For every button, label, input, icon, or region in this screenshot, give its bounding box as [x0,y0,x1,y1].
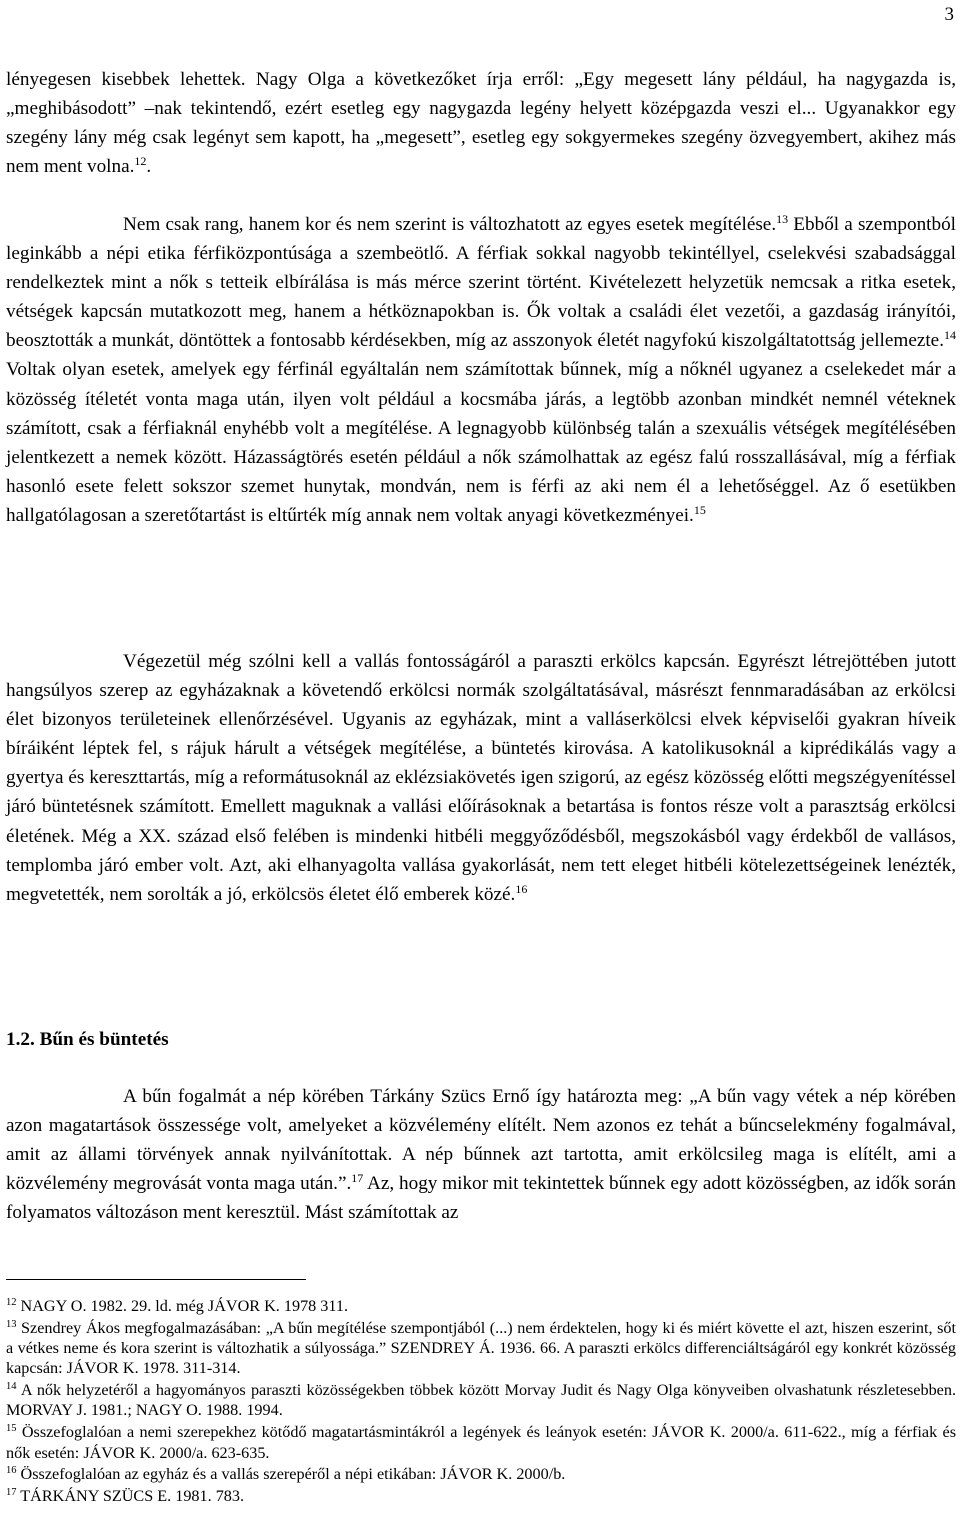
footnote-17 [6,1486,956,1506]
paragraph-1-end: . [146,156,152,178]
paragraph-3 [6,647,956,909]
footnote-16 [6,1464,956,1484]
footnote-ref-13[interactable]: 13 [776,212,789,226]
footnote-15 [6,1422,956,1463]
footnote-number: 16 [6,1465,17,1477]
footnote-text: Összefoglalóan a nemi szerepekhez kötődő magatartásmintákról a legények és leányok esetén: JÁVOR K. 2000/a. 611-622., míg a férfiak és nők esetén: JÁVOR K. 2000/a. 623-635. [6,1423,956,1462]
footnote-number: 17 [6,1487,17,1499]
footnotes [6,1296,956,1508]
footnote-ref-15[interactable]: 15 [693,502,706,517]
footnote-number: 14 [6,1381,17,1393]
footnote-12 [6,1296,956,1316]
paragraph-2-text-a: Nem csak rang, hanem kor és nem szerint is változhatott az egyes esetek megítélése. [123,214,777,235]
paragraph-2-text-b: Ebből a szempontból leginkább a népi etika férfiközpontúsága a szembeötlő. A férfiak sokkal nagyobb tekintéllyel, cselekvési szabadsággal rendelkeztek mint a nők s tetteik elbírálása is más mérce szerint történt. Kivételezett helyzetük nemcsak a ritka esetek, vétségek kapcsán mutatkozott meg, hanem a hétköznapokban is. Ők voltak a családi élet vezetői, a gazdaság irányítói, beosztották a munkát, döntöttek a fontosabb kérdésekben, míg az asszonyok életét nagyfokú kiszolgáltatottság jellemezte. [6,214,957,352]
footnote-ref-14[interactable]: 14 [944,328,956,343]
footnote-number: 12 [6,1297,17,1308]
paragraph-4 [6,1082,956,1227]
footnote-13 [6,1318,956,1379]
page-number: 3 [944,4,954,25]
footnote-ref-16[interactable]: 16 [515,881,528,896]
footnote-text: Szendrey Ákos megfogalmazásában: „A bűn megítélése szempontjából (...) nem érdektelen, hogy ki és miért követte el azt, hiszen eszerint, sőt a vétkes neme és kora szerint is változhatik a súlyossága.” SZENDREY Á. 1936. 66. A paraszti erkölcs differenciáltságáról egy konkrét közösség kapcsán: JÁVOR K. 1978. 311-314. [6,1318,956,1378]
footnote-separator [6,1279,306,1280]
paragraph-4-text-a: A bűn fogalmát a nép körében Tárkány Szücs Ernő így határozta meg: „A bűn vagy vétek a nép körében azon magatartások összessége volt, amelyeket a közvélemény elítélt. Nem azonos ez tehát a bűncselekmény fogalmával, amit az állami törvények annak nyilvánítottak. A nép bűnnek azt tartotta, amit erkölcsileg maga is elítélt, ami a közvélemény megrovását vonta maga után.”. [6,1086,956,1195]
footnote-ref-17[interactable]: 17 [351,1171,364,1186]
paragraph-1 [6,65,956,181]
paragraph-3-text: Végezetül még szólni kell a vallás fontosságáról a paraszti erkölcs kapcsán. Egyrészt létrejöttében jutott hangsúlyos szerep az egyházaknak a követendő erkölcsi normák szolgáltatásával, másrészt fennmaradásában az erkölcsi élet bizonyos területeinek ellenőrzésével. Ugyanis az egyházak, mint a valláserkölcsi elvek képviselői gyakran híveik bíráiként léptek fel, s rájuk hárult a vétségek megítélése, a büntetés kirovása. A katolikusoknál a kiprédikálás vagy a gyertya és kereszttartás, míg a reformátusoknál az eklézsiakövetés igen szigorú, az egész közösség előtti megszégyenítéssel járó büntetésnek számított. Emellett maguknak a vallási előírásoknak a betartása is fontos része volt a parasztság erkölcsi életének. Még a XX. század első felében is mindenki hitbéli meggyőződésből, megszokásból vagy érdekből de vallásos, templomba járó ember volt. Azt, aki elhanyagolta vallása gyakorlását, nem tett eleget hitbéli kötelezettségeinek lenézték, megvetették, nem sorolták a jó, erkölcsös életet élő emberek közé. [6,651,956,905]
paragraph-2-text-c: Voltak olyan esetek, amelyek egy férfinál egyáltalán nem számítottak bűnnek, míg a nőknél ugyanez a cselekedet már a közösség ítéletét vonta maga után, ilyen volt például a kocsmába járás, a legtöbb azonban mindkét nemnél véteknek számított, csak a férfiaknál enyhébb volt a megítélése. A legnagyobb különbség talán a szexuális vétségek megítélésében jelentkezett a nemek között. Házasságtörés esetén például a nők számolhattak az egész falú rosszallásával, míg a férfiak hasonló esete felett sokszor szemet hunytak, mondván, nem is férfi az aki nem él a lehetőséggel. Az ő esetükben hallgatólagosan a szeretőtartást is eltűrték míg annak nem voltak anyagi következményei. [6,359,956,526]
footnote-text: Összefoglalóan az egyház és a vallás szerepéről a népi etikában: JÁVOR K. 2000/b. [16,1465,566,1484]
paragraph-2 [6,210,956,530]
section-heading: 1.2. Bűn és büntetés [6,1029,169,1050]
footnote-number: 13 [6,1318,17,1330]
footnote-text: NAGY O. 1982. 29. ld. még JÁVOR K. 1978 311. [16,1297,349,1315]
footnote-number: 15 [6,1423,17,1435]
paragraph-1-text: lényegesen kisebbek lehettek. Nagy Olga a következőket írja erről: „Egy megesett lány például, ha nagygazda is, „meghibásodott” –nak tekintendő, ezért esetleg egy nagygazda legény helyett középgazda veszi el... Ugyanakkor egy szegény lány még csak legényt sem kapott, ha „megesett”, esetleg egy sokgyermekes szegény özvegyembert, akihez más nem ment volna. [6,69,956,178]
paragraph-4-text-b: Az, hogy mikor mit tekintettek bűnnek egy adott közösségben, az idők során folyamatos változáson ment keresztül. Mást számítottak az [6,1173,956,1224]
footnote-text: TÁRKÁNY SZÜCS E. 1981. 783. [16,1487,245,1506]
footnote-text: A nők helyzetéről a hagyományos paraszti közösségekben többek között Morvay Judit és Nagy Olga könyveiben olvashatunk részletesebben. MORVAY J. 1981.; NAGY O. 1988. 1994. [6,1381,956,1420]
footnote-14 [6,1380,956,1421]
footnote-ref-12[interactable]: 12 [134,154,147,169]
